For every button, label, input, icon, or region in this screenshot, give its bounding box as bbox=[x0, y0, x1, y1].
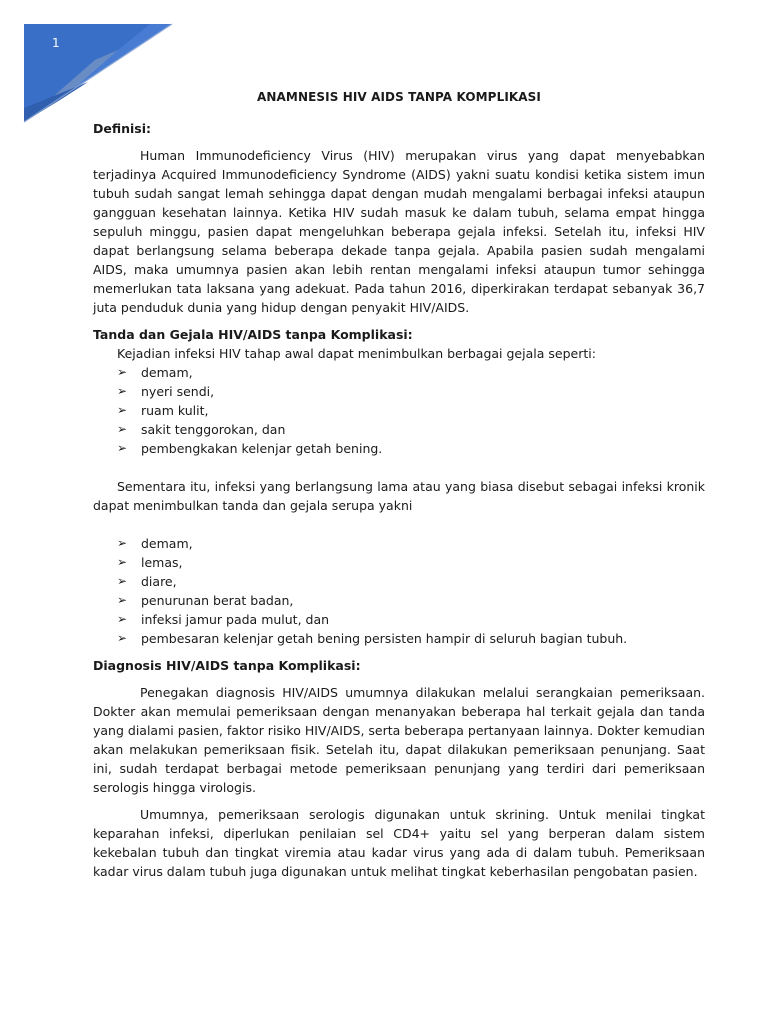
list-item: ➢ diare, bbox=[117, 574, 177, 589]
list-item: ➢ nyeri sendi, bbox=[117, 384, 215, 399]
list-item: ➢ penurunan berat badan, bbox=[117, 593, 294, 608]
diagnosis-paragraph-1: Penegakan diagnosis HIV/AIDS umumnya dilakukan melalui serangkaian pemeriksaan. Dokter akan memulai pemeriksaan dengan menanyakan beberapa hal terkait gejala dan tanda yang dialami pasien, faktor risiko HIV/AIDS, serta beberapa pertanyaan lainnya. Dokter kemudian akan melakukan pemeriksaan fisik. Setelah itu, dapat dilakukan pemeriksaan penunjang. Saat ini, sudah terdapat berbagai metode pemeriksaan penunjang yang terdiri dari pemeriksaan serologis hingga virologis. bbox=[93, 685, 706, 795]
list-item: ➢ infeksi jamur pada mulut, dan bbox=[117, 612, 330, 627]
diagnosis-paragraph-2: Umumnya, pemeriksaan serologis digunakan untuk skrining. Untuk menilai tingkat keparahan infeksi, diperlukan penilaian sel CD4+ yaitu sel yang berperan dalam sistem kekebalan tubuh dan tingkat viremia atau kadar virus yang ada di dalam tubuh. Pemeriksaan kadar virus dalam tubuh juga digunakan untuk melihat tingkat keberhasilan pengobatan pasien. bbox=[93, 807, 705, 879]
chronic-symptoms-list bbox=[93, 534, 705, 648]
list-item: ➢ sakit tenggorokan, dan bbox=[117, 422, 286, 437]
arrow-bullet-icon: ➢ bbox=[117, 612, 128, 626]
arrow-bullet-icon: ➢ bbox=[117, 631, 128, 645]
arrow-bullet-icon: ➢ bbox=[117, 384, 128, 398]
document-body bbox=[93, 88, 705, 881]
early-symptoms-list bbox=[93, 363, 705, 458]
list-item: ➢ pembengkakan kelenjar getah bening. bbox=[117, 441, 383, 456]
list-item: ➢ demam, bbox=[117, 365, 193, 380]
early-symptoms-intro: Kejadian infeksi HIV tahap awal dapat menimbulkan berbagai gejala seperti: bbox=[117, 346, 596, 361]
list-item: ➢ lemas, bbox=[117, 555, 183, 570]
arrow-bullet-icon: ➢ bbox=[117, 574, 128, 588]
arrow-bullet-icon: ➢ bbox=[117, 536, 128, 550]
arrow-bullet-icon: ➢ bbox=[117, 555, 128, 569]
definisi-paragraph: Human Immunodeficiency Virus (HIV) merupakan virus yang dapat menyebabkan terjadinya Acquired Immunodeficiency Syndrome (AIDS) yakni suatu kondisi ketika sistem imun tubuh sudah sangat lemah sehingga dapat dengan mudah mengalami berbagai infeksi ataupun gangguan kesehatan lainnya. Ketika HIV sudah masuk ke dalam tubuh, selama empat hingga sepuluh minggu, pasien dapat mengeluhkan beberapa gejala infeksi. Setelah itu, infeksi HIV dapat berlangsung selama beberapa dekade tanpa gejala. Apabila pasien sudah mengalami AIDS, maka umumnya pasien akan lebih rentan mengalami infeksi ataupun tumor sehingga memerlukan tata laksana yang adekuat. Pada tahun 2016, diperkirakan terdapat sebanyak 36,7 juta penduduk dunia yang hidup dengan penyakit HIV/AIDS. bbox=[93, 148, 705, 315]
arrow-bullet-icon: ➢ bbox=[117, 422, 128, 436]
arrow-bullet-icon: ➢ bbox=[117, 365, 128, 379]
section-heading-definisi: Definisi: bbox=[93, 121, 152, 136]
list-item: ➢ pembesaran kelenjar getah bening persisten hampir di seluruh bagian tubuh. bbox=[117, 631, 628, 646]
chronic-symptoms-intro: Sementara itu, infeksi yang berlangsung lama atau yang biasa disebut sebagai infeksi kronik dapat menimbulkan tanda dan gejala serupa yakni bbox=[93, 479, 705, 513]
arrow-bullet-icon: ➢ bbox=[117, 593, 128, 607]
document-title: ANAMNESIS HIV AIDS TANPA KOMPLIKASI bbox=[257, 90, 541, 104]
page-number: 1 bbox=[52, 36, 60, 50]
arrow-bullet-icon: ➢ bbox=[117, 441, 128, 455]
list-item: ➢ demam, bbox=[117, 536, 193, 551]
section-heading-tanda-gejala: Tanda dan Gejala HIV/AIDS tanpa Komplikasi: bbox=[93, 327, 413, 342]
list-item: ➢ ruam kulit, bbox=[117, 403, 209, 418]
section-heading-diagnosis: Diagnosis HIV/AIDS tanpa Komplikasi: bbox=[93, 658, 361, 673]
arrow-bullet-icon: ➢ bbox=[117, 403, 128, 417]
